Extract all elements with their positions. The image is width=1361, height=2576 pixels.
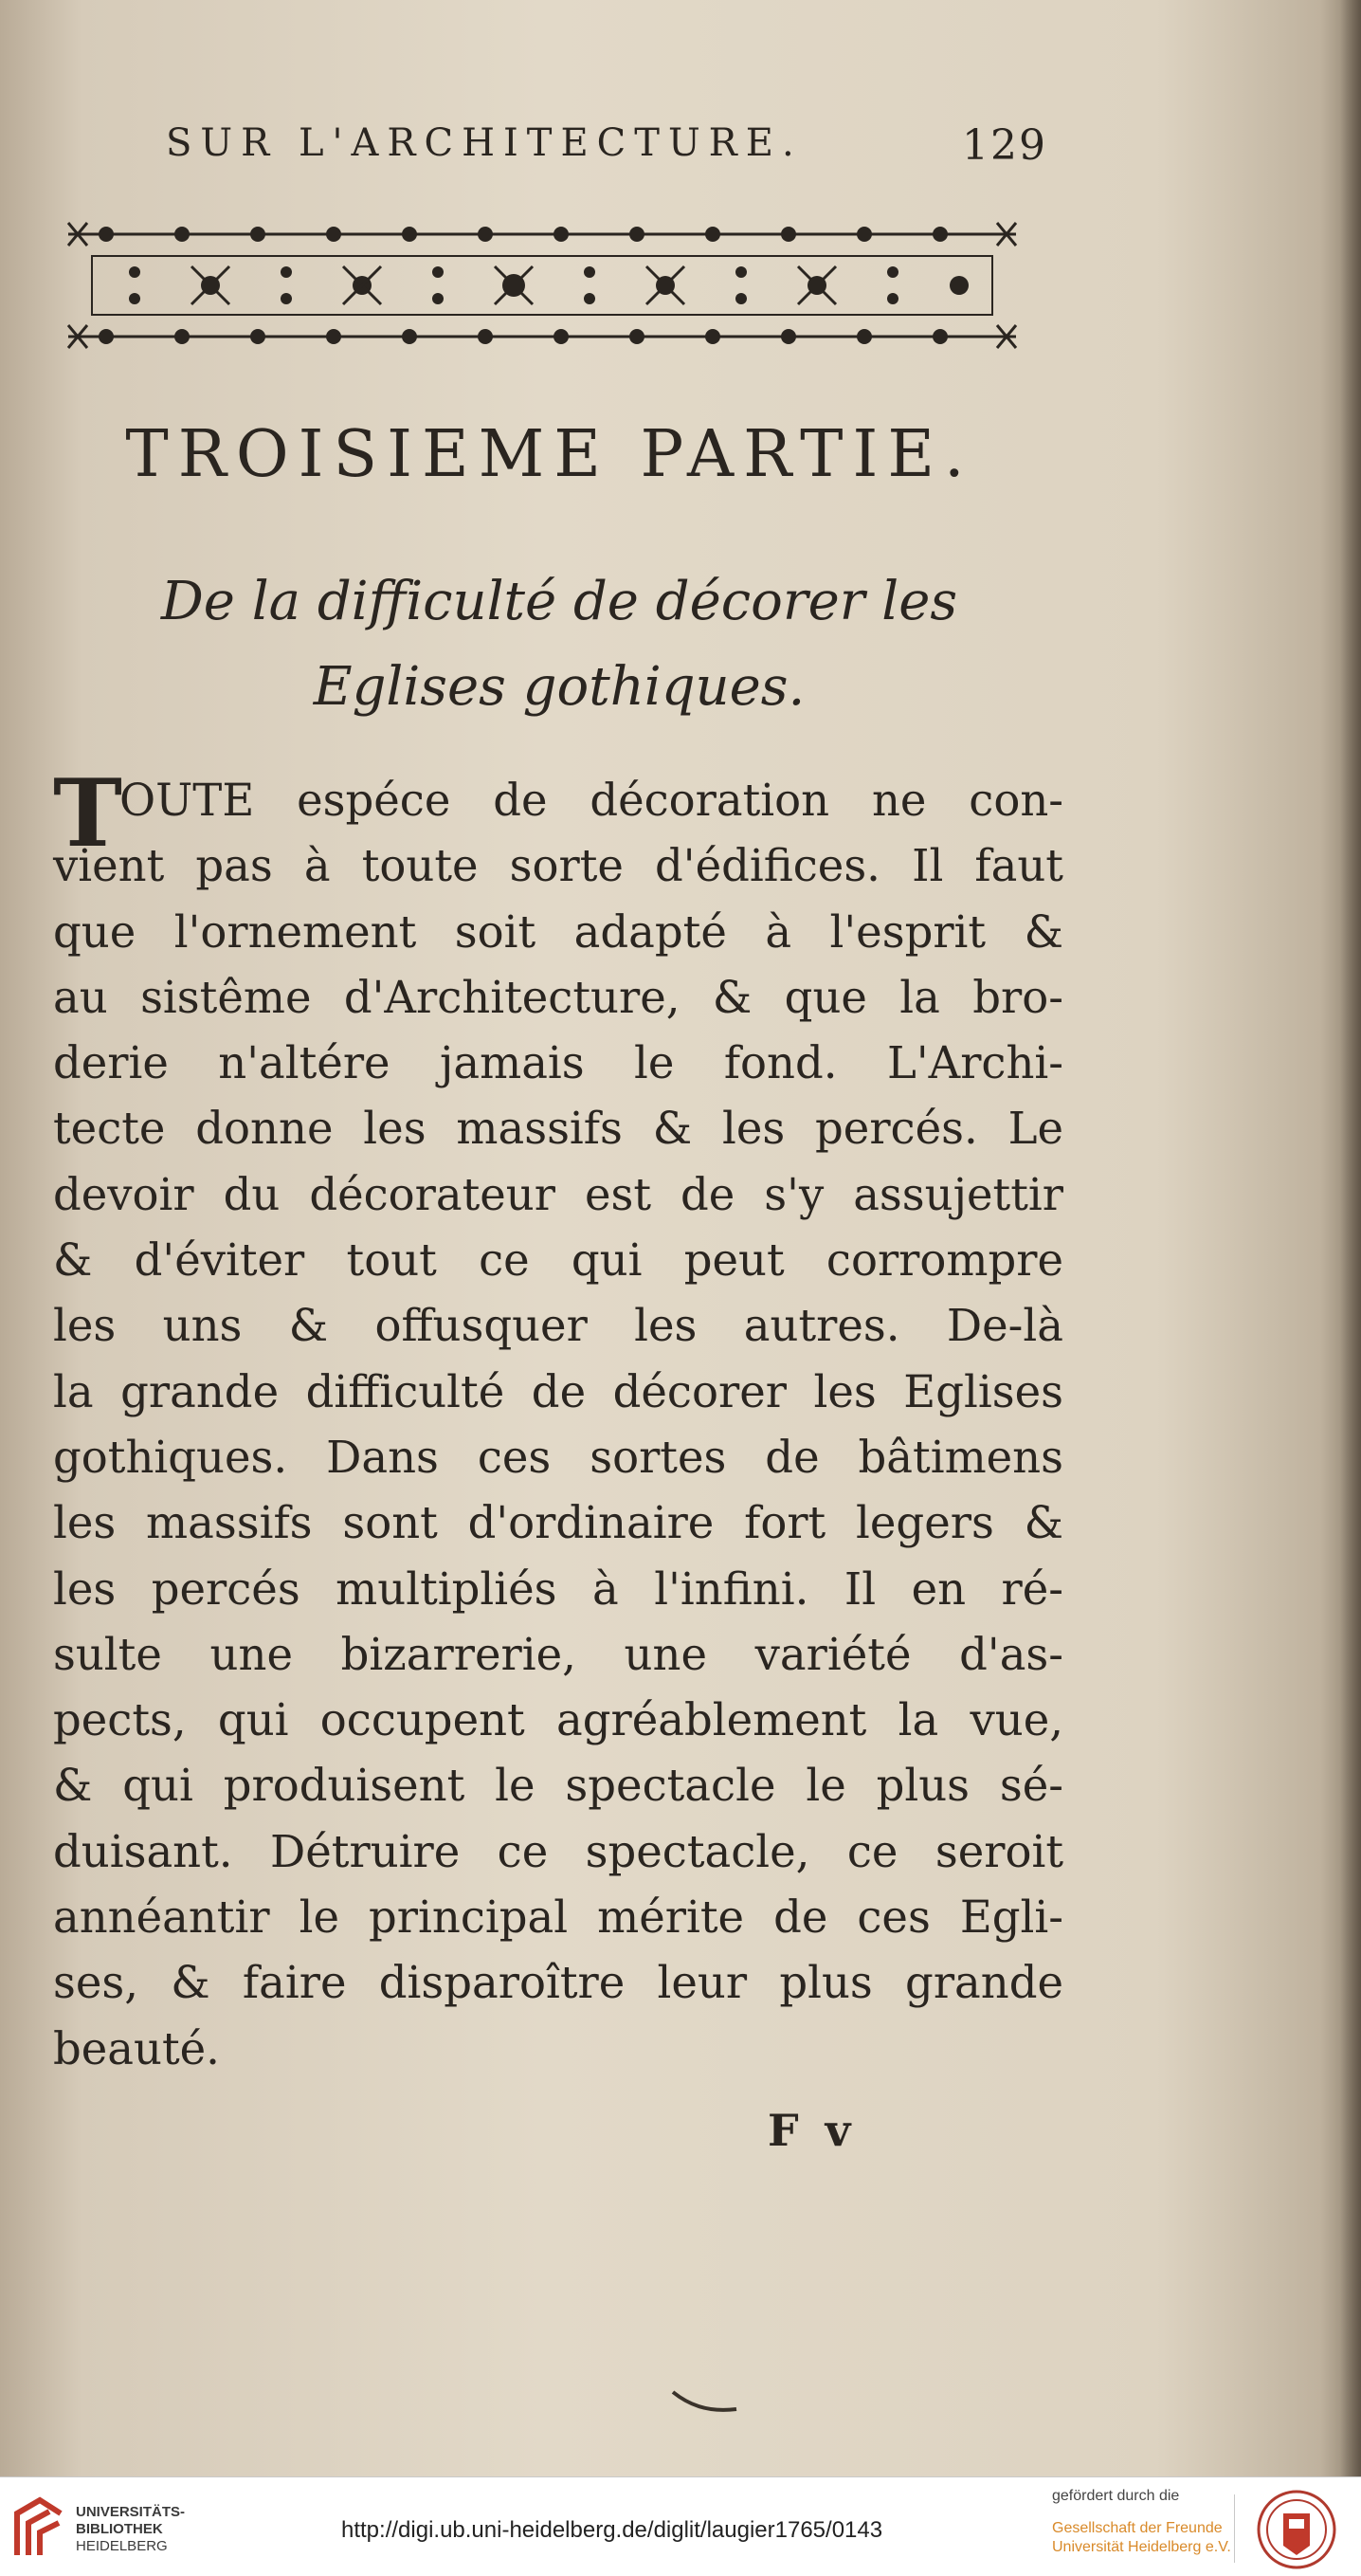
- sponsor-name: [1052, 2519, 1242, 2557]
- signature-mark: F v: [768, 2105, 857, 2156]
- text-line: vient pas à toute sorte d'édifices. Il faut: [53, 840, 1063, 892]
- text-line: devoir du décorateur est de s'y assujettir: [53, 1168, 1063, 1220]
- text-line: annéantir le principal mérite de ces Egli-: [53, 1891, 1063, 1944]
- text-line: les massifs sont d'ordinaire fort legers &: [53, 1497, 1063, 1549]
- chapter-title-line-2: Eglises gothiques.: [313, 656, 806, 718]
- library-name: [76, 2504, 185, 2555]
- text-line: derie n'altére jamais le fond. L'Archi-: [53, 1037, 1063, 1089]
- sponsor-name-line: Universität Heidelberg e.V.: [1052, 2539, 1231, 2555]
- chapter-title-line-1: De la difficulté de décorer les: [160, 571, 958, 632]
- running-head: [166, 121, 1047, 178]
- text-line: duisant. Détruire ce spectacle, ce seroit: [53, 1825, 1063, 1877]
- page-number: 129: [962, 121, 1047, 170]
- library-name-line: BIBLIOTHEK: [76, 2521, 163, 2537]
- text-line: pects, qui occupent agréablement la vue,: [53, 1694, 1063, 1746]
- library-logo-icon: [11, 2494, 66, 2561]
- source-url[interactable]: http://digi.ub.uni-heidelberg.de/diglit/laugier1765/0143: [341, 2517, 883, 2543]
- running-title: SUR L'ARCHITECTURE.: [166, 121, 803, 165]
- text-line: OUTE espéce de décoration ne con-: [119, 775, 1063, 826]
- text-line: gothiques. Dans ces sortes de bâtimens: [53, 1431, 1063, 1483]
- text-line: sulte une bizarrerie, une variété d'as-: [53, 1628, 1063, 1680]
- footer-divider: [1234, 2494, 1235, 2563]
- sponsor-name-line: Gesellschaft der Freunde: [1052, 2520, 1223, 2536]
- text-line: ses, & faire disparoître leur plus grande: [53, 1957, 1063, 2009]
- text-line: & qui produisent le spectacle le plus sé-: [53, 1760, 1063, 1812]
- text-line: les uns & offusquer les autres. De-là: [53, 1300, 1063, 1352]
- chapter-title: [57, 559, 1062, 730]
- text-line: & d'éviter tout ce qui peut corrompre: [53, 1234, 1063, 1287]
- library-name-line: HEIDELBERG: [76, 2538, 168, 2554]
- text-line: au sistême d'Architecture, & que la bro-: [53, 971, 1063, 1023]
- library-name-line: UNIVERSITÄTS-: [76, 2504, 186, 2520]
- university-seal-icon: [1253, 2489, 1340, 2570]
- footer-bar: [0, 2476, 1361, 2576]
- part-title: TROISIEME PARTIE.: [125, 417, 974, 492]
- text-line: que l'ornement soit adapté à l'esprit &: [53, 905, 1063, 958]
- drop-cap: T: [53, 759, 122, 868]
- text-line: beauté.: [53, 2022, 220, 2074]
- sponsor-label: gefördert durch die: [1052, 2488, 1180, 2504]
- text-line: les percés multipliés à l'infini. Il en ré-: [53, 1562, 1063, 1615]
- ink-smudge: [668, 2384, 744, 2422]
- text-line: tecte donne les massifs & les percés. Le: [53, 1103, 1063, 1155]
- sponsor-block: [1052, 2487, 1242, 2557]
- text-line: la grande difficulté de décorer les Eglises: [53, 1365, 1063, 1417]
- body-paragraph: [53, 759, 1063, 2082]
- spine-shadow: [1340, 0, 1361, 2476]
- decorative-ornament-band: [49, 213, 1035, 356]
